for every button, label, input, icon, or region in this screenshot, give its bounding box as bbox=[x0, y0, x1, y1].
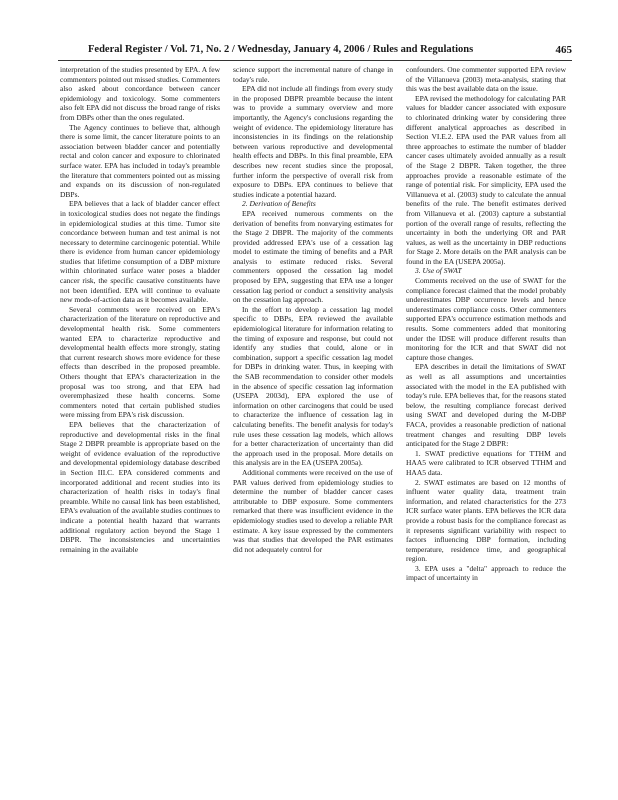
paragraph: EPA believes that the characterization of reproductive and developmental risks in the final Stage 2 DBPR preamble is appropriate based on the weight of evidence evaluation of the reproductive and developmental epidemiology database described in Section III.C. EPA considered comments and incorporated additional and recent studies into its characterization of health risks in today's final preamble. While no causal link has been established, EPA's evaluation of the available studies continues to indicate a potential health hazard that warrants additional regulatory action beyond the Stage 1 DBPR. The inconsistencies and uncertainties remaining in the available bbox=[60, 419, 221, 554]
paragraph: EPA believes that a lack of bladder cancer effect in toxicological studies does not negate the findings in epidemiological studies at this time. Tumor site concordance between human and test animal is not necessary to determine carcinogenic potential. While there is evidence from human cancer epidemiology studies that lifetime consumption of a DBP mixture within chlorinated surface water poses a bladder cancer risk, the specific causative constituents have not been identified. EPA will continue to evaluate new mode-of-action data as it becomes available. bbox=[60, 199, 220, 305]
section-subheading: 2. Derivation of Benefits bbox=[242, 199, 316, 209]
paragraph: In the effort to develop a cessation lag model specific to DBPs, EPA reviewed the available epidemiological literature for information relating to the timing of exposure and response, but could not identify any studies that could, alone or in combination, support a specific cessation lag model for DBPs in drinking water. Thus, in keeping with the SAB recommendation to consider other models in the absence of specific cessation lag information (USEPA 2003d), EPA explored the use of information on other carcinogens that could be used to characterize the influence of cessation lag in calculating benefits. The benefit analysis for today's rule uses these cessation lag models, which allows for a better characterization of uncertainty than did the approach used in the proposal. More details on this analysis are in the EA (USEPA 2005a). bbox=[233, 304, 393, 468]
paragraph: EPA describes in detail the limitations of SWAT as well as all assumptions and uncertainties associated with the model in the EA published with today's rule. EPA believes that, for the reasons stated below, the resulting compliance forecast derived using SWAT and developed during the M-DBP FACA, provides a reasonable prediction of national treatment changes and resulting DBP levels anticipated for the Stage 2 DBPR: bbox=[406, 362, 566, 449]
paragraph: interpretation of the studies presented by EPA. A few commenters pointed out missed studies. Commenters also asked about concordance between cancer epidemiology and toxicology. Some commenters also felt EPA did not discuss the broad range of risks from DBPs other than the ones regulated. bbox=[60, 65, 220, 122]
text-column-1 bbox=[60, 65, 220, 554]
paragraph: Several comments were received on EPA's characterization of the literature on reproductive and developmental health risk. Some commenters wanted EPA to characterize reproductive and developmental health effects more strongly, stating that current research shows more evidence for these effects than described in the proposed preamble. Others thought that EPA's characterization in the proposal was too strong, and that EPA had overemphasized these health concerns. Some commenters noted that certain published studies were missing from EPA's risk discussion. bbox=[60, 304, 220, 420]
paragraph: EPA revised the methodology for calculating PAR values for bladder cancer associated with exposure to chlorinated drinking water by considering three different analytical approaches as described in Section VI.E.2. EPA used the PAR values from all three approaches to estimate the number of bladder cancer cases ultimately avoided annually as a result of the Stage 2 DBPR. Taken together, the three approaches provide a reasonable estimate of the range of potential risk. For simplicity, EPA used the Villanueva et al. (2003) study to calculate the annual benefits of the rule. The benefit estimates derived from Villanueva et al. (2003) capture a substantial portion of the overall range of results, reflecting the uncertainty in both the underlying OR and PAR values, as well as the uncertainty in DBP reductions for Stage 2. More details on the PAR analysis can be found in the EA (USEPA 2005a). bbox=[406, 93, 566, 266]
paragraph: 3. EPA uses a "delta" approach to reduce the impact of uncertainty in bbox=[406, 563, 566, 583]
paragraph: 1. SWAT predictive equations for TTHM and HAA5 were calibrated to ICR observed TTHM and HAA5 data. bbox=[406, 448, 566, 477]
header-rule bbox=[58, 60, 572, 61]
text-column-3 bbox=[406, 65, 566, 583]
text-column-2 bbox=[233, 65, 393, 554]
paragraph: EPA did not include all findings from every study in the proposed DBPR preamble because the intent was to provide a summary overview and more importantly, the Agency's conclusions regarding the weight of evidence. The epidemiology literature has inconsistencies in its findings on the relationship between various reproductive and developmental health effects and DBPs. In this final preamble, EPA describes new recent studies since the proposal, further inform the perspective of overall risk from exposure to DBPs. EPA continues to believe that studies indicate a potential hazard. bbox=[233, 84, 393, 199]
paragraph: confounders. One commenter supported EPA review of the Villanueva (2003) meta-analysis, stating that this was the best available data on the issue. bbox=[406, 65, 566, 94]
running-title: Federal Register / Vol. 71, No. 2 / Wednesday, January 4, 2006 / Rules and Regulations bbox=[88, 44, 474, 55]
paragraph: Comments received on the use of SWAT for the compliance forecast claimed that the model probably underestimates DBP occurrence levels and hence underestimates compliance costs. Other commenters supported EPA's occurrence estimation methods and results. Some commenters added that monitoring under the IDSE will produce different results than monitoring for the ICR and that SWAT did not capture those changes. bbox=[406, 276, 566, 362]
paragraph: The Agency continues to believe that, although there is some limit, the cancer literature points to an association between bladder cancer and potentially rectal and colon cancer and exposure to chlorinated surface water. EPA has included in today's preamble the literature that commenters pointed out as missing and expands on its discussion of non-regulated DBPs. bbox=[60, 122, 220, 199]
section-subheading: 3. Use of SWAT bbox=[415, 266, 462, 276]
page-number: 465 bbox=[555, 44, 572, 56]
paragraph: science support the incremental nature of change in today's rule. bbox=[233, 65, 393, 84]
page-header bbox=[58, 44, 572, 60]
paragraph: Additional comments were received on the use of PAR values derived from epidemiology studies to determine the number of bladder cancer cases attributable to DBP exposure. Some commenters remarked that there was insufficient evidence in the epidemiology studies used to develop a reliable PAR estimate. A key issue expressed by the commenters was that studies that developed the PAR estimates did not adequately control for bbox=[233, 467, 393, 554]
paragraph: EPA received numerous comments on the derivation of benefits from nonvarying estimates for the Stage 2 DBPR. The majority of the comments provided addressed EPA's use of a cessation lag model to estimate the timing of benefits and a PAR analysis to estimate reduced risks. Several commenters opposed the cessation lag model proposed by EPA, suggesting that EPA use a longer cessation lag period or conduct a sensitivity analysis on the cessation lag approach. bbox=[233, 208, 393, 305]
paragraph: 2. SWAT estimates are based on 12 months of influent water quality data, treatment train information, and related characteristics for the 273 ICR surface water plants. EPA believes the ICR data provide a robust basis for the compliance forecast as it represents significant variability with respect to factors influencing DBP formation, including temperature, residence time, and geographical region. bbox=[406, 477, 566, 564]
